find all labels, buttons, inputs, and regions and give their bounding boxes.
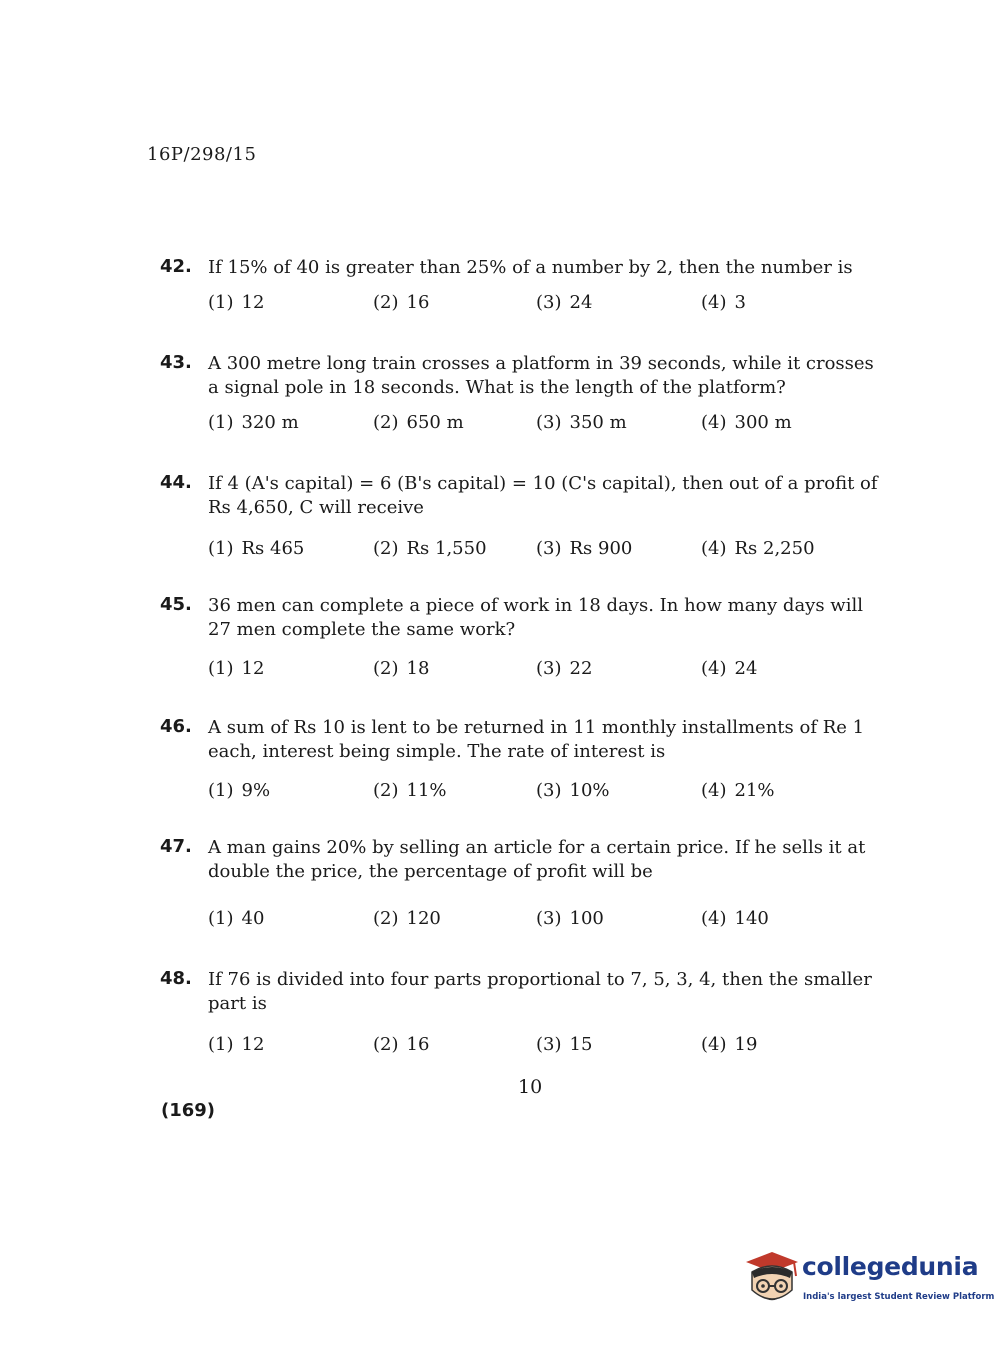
question-text: A sum of Rs 10 is lent to be returned in 11 monthly installments of Re 1 each, interest being simple. The rate of interest is [208,717,865,762]
option-2: (2) 16 [373,1034,430,1055]
option-1: (1) 12 [208,292,265,313]
option-2: (2) 650 m [373,412,464,433]
options [208,412,890,438]
option-3: (3) 100 [536,908,604,929]
question-number: 46. [160,716,192,737]
question-number: 43. [160,352,192,373]
option-1: (1) Rs 465 [208,538,305,559]
option-2: (2) 120 [373,908,441,929]
question-43 [160,352,890,438]
option-4: (4) Rs 2,250 [701,538,815,559]
question-text: If 4 (A's capital) = 6 (B's capital) = 10 (C's capital), then out of a profit of Rs 4,650, C will receive [208,473,878,518]
options [208,658,890,684]
option-2: (2) 11% [373,780,447,801]
option-1: (1) 40 [208,908,265,929]
question-text: A man gains 20% by selling an article for a certain price. If he sells it at double the price, the percentage of profit will be [208,837,866,882]
brand-name: collegedunia [802,1252,979,1281]
option-3: (3) 10% [536,780,610,801]
options [208,780,890,806]
option-4: (4) 21% [701,780,775,801]
question-text: 36 men can complete a piece of work in 18 days. In how many days will 27 men complete the same work? [208,595,863,640]
question-number: 45. [160,594,192,615]
option-4: (4) 19 [701,1034,758,1055]
question-number: 44. [160,472,192,493]
option-1: (1) 12 [208,1034,265,1055]
question-48 [160,968,890,1060]
option-1: (1) 12 [208,658,265,679]
option-1: (1) 320 m [208,412,299,433]
option-2: (2) 16 [373,292,430,313]
question-42 [160,256,890,318]
question-45 [160,594,890,684]
question-number: 42. [160,256,192,277]
footer-code: (169) [161,1100,216,1121]
option-3: (3) 24 [536,292,593,313]
question-44 [160,472,890,564]
option-3: (3) 22 [536,658,593,679]
brand-tagline: India's largest Student Review Platform [803,1292,995,1302]
mascot-icon [742,1250,800,1314]
option-3: (3) Rs 900 [536,538,633,559]
options [208,292,890,318]
option-2: (2) Rs 1,550 [373,538,487,559]
option-4: (4) 300 m [701,412,792,433]
question-text: If 15% of 40 is greater than 25% of a number by 2, then the number is [208,257,853,278]
option-4: (4) 3 [701,292,746,313]
question-number: 47. [160,836,192,857]
options [208,538,890,564]
option-4: (4) 24 [701,658,758,679]
question-text: If 76 is divided into four parts proportional to 7, 5, 3, 4, then the smaller part is [208,969,872,1014]
paper-code: 16P/298/15 [147,144,257,165]
question-46 [160,716,890,806]
question-number: 48. [160,968,192,989]
option-2: (2) 18 [373,658,430,679]
watermark-logo [742,1250,995,1314]
option-3: (3) 15 [536,1034,593,1055]
option-1: (1) 9% [208,780,271,801]
question-47 [160,836,890,934]
page-number: 10 [518,1076,543,1098]
options [208,1034,890,1060]
question-text: A 300 metre long train crosses a platform in 39 seconds, while it crosses a signal pole in 18 seconds. What is the length of the platform? [208,353,874,398]
option-3: (3) 350 m [536,412,627,433]
option-4: (4) 140 [701,908,769,929]
options [208,908,890,934]
